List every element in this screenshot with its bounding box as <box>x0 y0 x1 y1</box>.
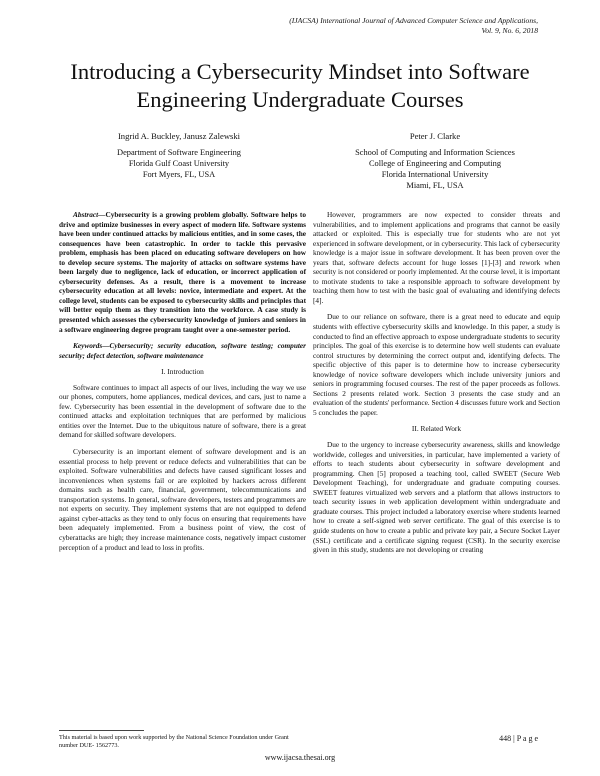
journal-header-line2: Vol. 9, No. 6, 2018 <box>481 26 538 35</box>
affiliation-line: Department of Software Engineering <box>117 148 241 157</box>
abstract-text: —Cybersecurity is a growing problem globally. Software helps to drive and optimize businesses in every aspect of modern life. Software systems have been under continued attacks by malicious entities, and in some cases, the consequences have been catastrophic. In order to tackle this pervasive problem, emphasis has been placed on educating software developers on how to develop secure systems. The majority of attacks on software systems have been largely due to negligence, lack of education, or incorrect application of cybersecurity defenses. As a result, there is a movement to increase cybersecurity education at all levels: novice, intermediate and expert. At the college level, students can be exposed to cybersecurity skills and principles that will better equip them as they transition into the workforce. A case study is presented which assesses the cybersecurity knowledge of juniors and seniors in a software engineering degree program taught over a one-semester period. <box>59 210 306 334</box>
right-column <box>313 210 560 562</box>
page-number: 448 | P a g e <box>499 734 538 743</box>
journal-header-line1: (IJACSA) International Journal of Advanced Computer Science and Applications, <box>289 16 538 25</box>
affiliation-line: School of Computing and Information Sciences <box>355 148 515 157</box>
paragraph: Cybersecurity is an important element of software development and is an essential process to help prevent or reduce defects and vulnerabilities that can be exploited. Software vulnerabilities and defects have caused significant losses and inconveniences when systems fail or are exploited by hackers across different domains such as health care, financial, government, telecommunications and transportation systems. In general, software developers, testers and programmers are not experts on security. They implement systems that are not equipped to defend against cyber-attacks as they tend to only focus on ensuring that requirements have been adequately implemented. From a business point of view, the cost of cyberattacks are high; they increase maintenance costs, negatively impact customer perception of a product and lead to loss in profits. <box>59 447 306 552</box>
keywords <box>59 341 306 360</box>
footnote-text: This material is based upon work supported by the National Science Foundation under Grant number DUE- 1562773. <box>59 734 289 749</box>
keywords-text: —Cybersecurity; security education, software testing; computer security; defect detection, software maintenance <box>59 341 306 360</box>
journal-url: www.ijacsa.thesai.org <box>264 753 336 762</box>
affiliation-line: Florida Gulf Coast University <box>128 159 230 168</box>
author-names: Ingrid A. Buckley, Janusz Zalewski <box>117 131 241 141</box>
section-heading-introduction: I. Introduction <box>161 367 204 377</box>
footnote <box>59 730 306 749</box>
paper-title-line1: Introducing a Cybersecurity Mindset into Software <box>70 59 530 84</box>
author-names: Peter J. Clarke <box>409 131 461 141</box>
paragraph: Due to the urgency to increase cybersecurity awareness, skills and knowledge worldwide, colleges and universities, in particular, have implemented a variety of efforts to teach students about cybersecurity in software development and programming. Chen [5] proposed a teaching tool, called SWEET (Secure Web Development Teaching), for undergraduate and graduate computing courses. SWEET features virtualized web servers and a platform that allows instructors to teach security issues in web application development within undergraduate and graduate courses. This project included a laboratory exercise where students learned how to create a self-signed web server certificate. The goal of this exercise is to guide students on how to create a public and private key pair, a Secure Socket Layer (SSL) certificate and a certificate signing request (CSR). In the security exercise given in this study, students are not developing or creating <box>313 440 560 555</box>
affiliation-line: College of Engineering and Computing <box>368 159 502 168</box>
section-heading-related-work: II. Related Work <box>411 424 462 434</box>
keywords-label: Keywords <box>73 341 103 351</box>
paper-title <box>40 58 560 114</box>
paper-title-line2: Engineering Undergraduate Courses <box>136 87 464 112</box>
left-column <box>59 210 306 559</box>
journal-header <box>118 16 538 36</box>
author-block-right <box>310 131 560 191</box>
affiliation-line: Florida International University <box>381 170 489 179</box>
author-block-left <box>64 131 294 180</box>
paragraph: Due to our reliance on software, there is a great need to educate and equip students with effective cybersecurity skills and knowledge. In this paper, a study is conducted to find an effective approach to expose undergraduate students to security principles. The goal of this exercise is to determine how well students can evaluate control structures by determining the correct output and, identifying defects. The specific objective of this paper is to determine how to increase cybersecurity knowledge of novice software developers which include university juniors and seniors in programming focused courses. The rest of the paper proceeds as follows. Sections 2 presents related work. Section 3 presents the case study and an evaluation of the students' performance. Section 4 discusses future work and Section 5 concludes the paper. <box>313 312 560 417</box>
paragraph: Software continues to impact all aspects of our lives, including the way we use our phones, computers, home appliances, medical devices, and cars, just to name a few. Cybersecurity has been essential in the development of software due to the continued attacks and exploitation techniques that are performed by malicious entities over the Internet. Due to the ubiquitous nature of software, there is a great demand for skilled software developers. <box>59 382 306 440</box>
abstract-label: Abstract <box>73 210 99 219</box>
affiliation-line: Fort Myers, FL, USA <box>142 170 216 179</box>
footnote-rule <box>59 730 144 731</box>
affiliation-line: Miami, FL, USA <box>406 181 464 190</box>
paragraph: However, programmers are now expected to consider threats and vulnerabilities, and to implement applications and programs that cannot be easily attacked or exploited. This is especially true for students who are not yet experienced in software development, or in cybersecurity. This lack of cybersecurity knowledge is a major issue in software development. It has been proven over the years that, software defects account for huge losses [1]-[3] and rework when security is not considered or poorly implemented. At the course level, it is important to motivate students to take a responsible approach to software development by teaching them how to test with the basic goal of evaluating and identifying defects [4]. <box>313 210 560 305</box>
abstract <box>59 210 306 334</box>
